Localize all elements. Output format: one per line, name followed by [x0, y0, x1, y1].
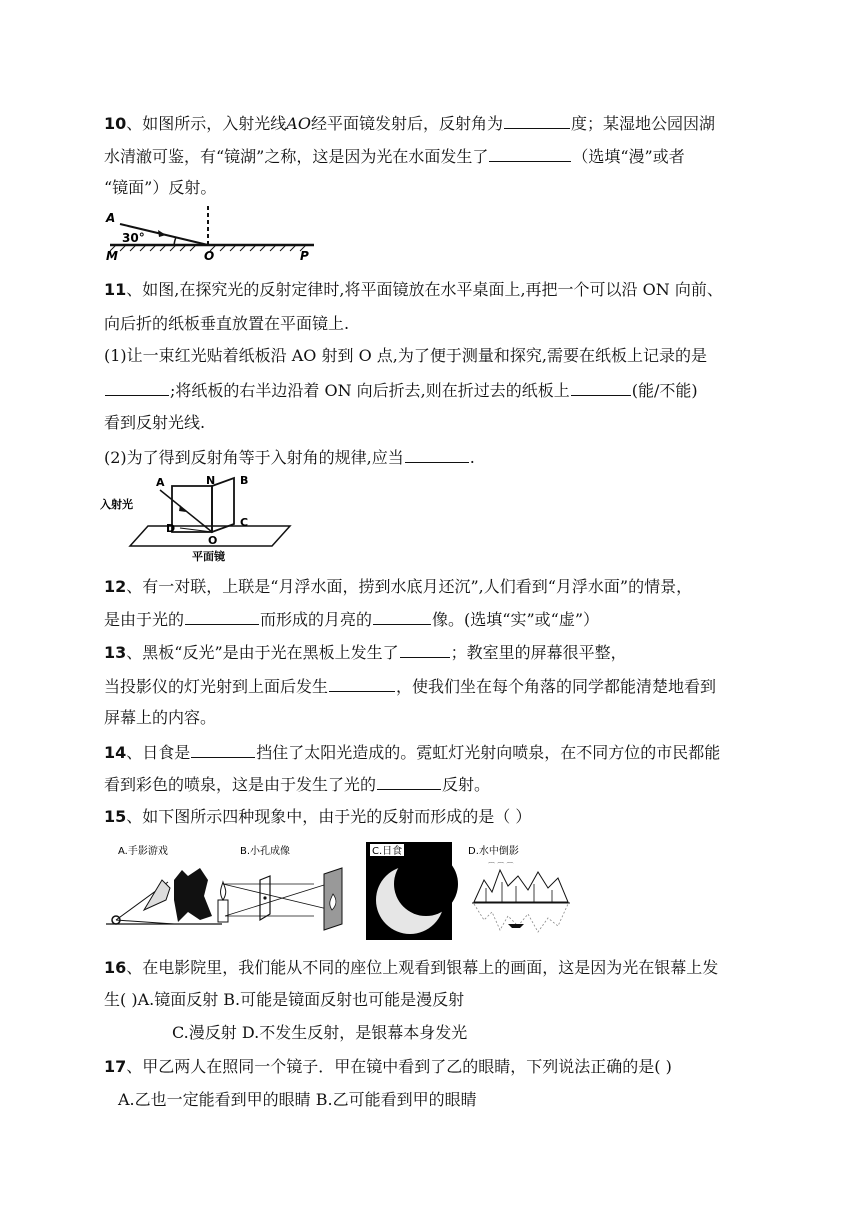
q16-number: 16	[104, 958, 127, 977]
q14-number: 14	[104, 743, 127, 762]
q16-line-3: C.漫反射 D.不发生反射，是银幕本身发光	[172, 1023, 468, 1042]
q14-line-1: 14、日食是 挡住了太阳光造成的。霓虹灯光射向喷泉，在不同方位的市民都能	[104, 743, 721, 762]
q11-label-n: N	[206, 474, 216, 487]
q12-blank-phenomenon[interactable]	[185, 608, 259, 625]
q11-reflection-figure	[100, 474, 294, 564]
q13-number: 13	[104, 643, 127, 662]
q11-number: 11	[104, 280, 127, 299]
q10-blank-angle[interactable]	[504, 112, 570, 129]
q13-line-1: 13、黑板“反光”是由于光在黑板上发生了 ；教室里的屏幕很平整，	[104, 643, 627, 662]
q16-line-2: 生( )A.镜面反射 B.可能是镜面反射也可能是漫反射	[104, 990, 465, 1009]
q10-blank-reflection[interactable]	[489, 145, 571, 162]
q11-line-3: (1)让一束红光贴着纸板沿 AO 射到 O 点,为了便于测量和探究,需要在纸板上记录的是	[104, 346, 707, 365]
q11-line-6: (2)为了得到反射角等于入射角的规律,应当 .	[104, 448, 475, 467]
q13-blank-blackboard[interactable]	[400, 641, 450, 658]
q14-line-2: 看到彩色的喷泉，这是由于发生了光的 反射。	[104, 775, 491, 794]
q15-option-a-label: A.手影游戏	[118, 846, 168, 857]
q12-number: 12	[104, 577, 127, 596]
q14-blank-eclipse[interactable]	[191, 741, 255, 758]
q11-blank-can[interactable]	[571, 379, 631, 396]
q11-blank-method[interactable]	[405, 446, 469, 463]
q12-line-1: 12、有一对联，上联是“月浮水面，捞到水底月还沉”,人们看到“月浮水面”的情景，	[104, 577, 693, 596]
q10-label-p: P	[300, 249, 309, 262]
q17-line-2: A.乙也一定能看到甲的眼睛 B.乙可能看到甲的眼睛	[118, 1090, 477, 1109]
q15-line-1: 15、如下图所示四种现象中，由于光的反射而形成的是（ ）	[104, 807, 532, 826]
q11-label-incident: 入射光	[100, 498, 133, 511]
q13-line-2: 当投影仪的灯光射到上面后发生 ，使我们坐在每个角落的同学都能清楚地看到	[104, 677, 717, 696]
q10-label-a: A	[106, 211, 116, 225]
q10-label-angle: 30°	[122, 231, 145, 245]
q10-line-3: “镜面”）反射。	[104, 178, 217, 197]
q15-option-b-image[interactable]	[218, 844, 342, 930]
q15-option-c-image[interactable]	[366, 842, 458, 940]
q11-label-mirror: 平面镜	[192, 550, 225, 563]
q17-number: 17	[104, 1057, 127, 1076]
q11-label-o: O	[208, 534, 218, 547]
q14-blank-reflection[interactable]	[377, 773, 441, 790]
q15-option-a-image[interactable]	[106, 844, 222, 924]
q15-option-d-image[interactable]	[468, 844, 570, 932]
q15-option-b-label: B.小孔成像	[240, 846, 291, 857]
q13-line-3: 屏幕上的内容。	[104, 708, 217, 727]
q13-blank-screen[interactable]	[329, 675, 395, 692]
q11-line-5: 看到反射光线.	[104, 413, 206, 432]
q15-options-figure	[104, 840, 580, 942]
q11-label-d: D	[166, 522, 176, 535]
q11-label-b: B	[240, 474, 249, 487]
q15-option-d-label: D.水中倒影	[468, 846, 519, 857]
q10-mirror-figure	[104, 204, 318, 262]
q11-line-1: 11、如图,在探究光的反射定律时,将平面镜放在水平桌面上,再把一个可以沿 ON 向前、	[104, 280, 723, 299]
q11-line-4: ;将纸板的右半边沿着 ON 向后折去,则在折过去的纸板上 (能/不能)	[104, 379, 698, 402]
q10-line-1: 10、如图所示，入射光线AO经平面镜发射后，反射角为 度；某湿地公园因湖	[104, 114, 715, 133]
q15-number: 15	[104, 807, 127, 826]
q10-label-o: O	[204, 249, 215, 262]
q12-line-2: 是由于光的 而形成的月亮的 像。(选填“实”或“虚”）	[104, 610, 599, 629]
svg-text:⌒ ⌒ ⌒: ⌒ ⌒ ⌒	[488, 862, 514, 870]
q10-number: 10	[104, 114, 127, 133]
q11-label-c: C	[240, 516, 249, 529]
q17-line-1: 17、甲乙两人在照同一个镜子．甲在镜中看到了乙的眼睛，下列说法正确的是( )	[104, 1057, 672, 1076]
q11-label-a: A	[156, 476, 165, 489]
q11-line-2: 向后折的纸板垂直放置在平面镜上.	[104, 314, 350, 333]
q10-label-m: M	[106, 249, 118, 262]
q10-line-2: 水清澈可鉴，有“镜湖”之称，这是因为光在水面发生了 （选填“漫”或者	[104, 147, 685, 166]
q12-blank-image[interactable]	[373, 608, 431, 625]
q16-line-1: 16、在电影院里，我们能从不同的座位上观看到银幕上的画面，这是因为光在银幕上发	[104, 958, 719, 977]
q15-option-c-label: C.日食	[372, 846, 403, 857]
q11-blank-record[interactable]	[105, 379, 169, 396]
